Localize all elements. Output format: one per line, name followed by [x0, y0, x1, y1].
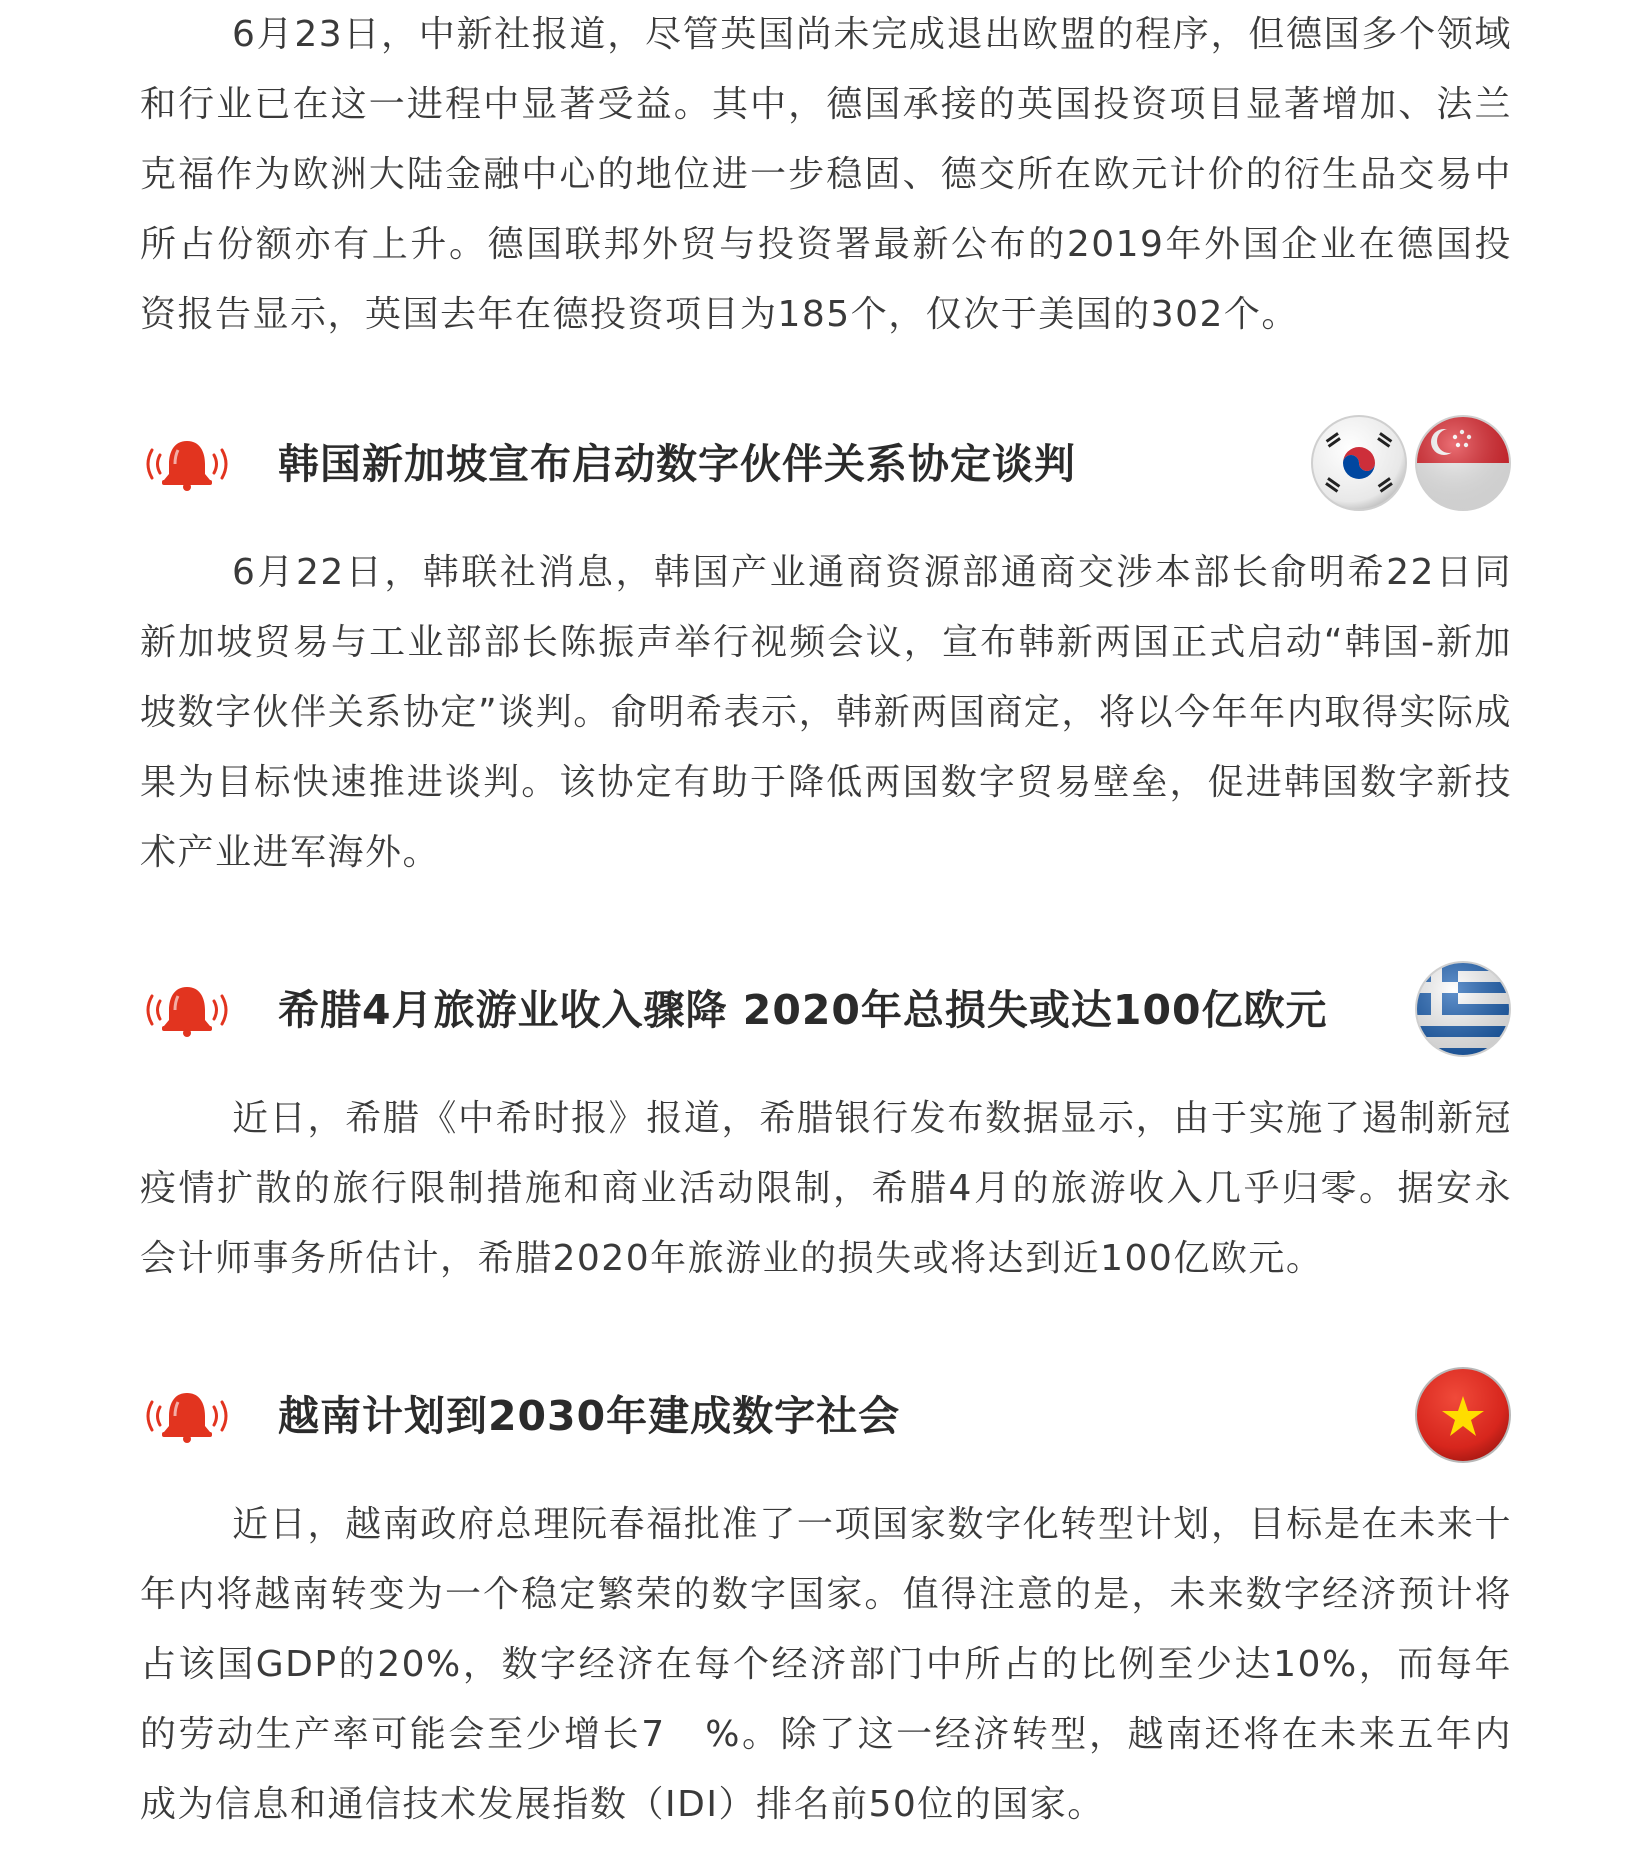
- section-paragraph-text: 近日，希腊《中希时报》报道，希腊银行发布数据显示，由于实施了遏制新冠疫情扩散的旅行限制措施和商业活动限制，希腊4月的旅游收入几乎归零。据安永会计师事务所估计，希腊2020年旅游业的损失或将达到近100亿欧元。: [140, 1098, 1512, 1279]
- section-paragraph-vietnam: [140, 1490, 1512, 1840]
- section-paragraph-greece: [140, 1084, 1512, 1294]
- alarm-bell-icon: [140, 436, 234, 492]
- section-paragraph-text: 6月22日，韩联社消息，韩国产业通商资源部通商交涉本部长俞明希22日同新加坡贸易与工业部部长陈振声举行视频会议，宣布韩新两国正式启动“韩国-新加坡数字伙伴关系协定”谈判。俞明希表示，韩新两国商定，将以今年年内取得实际成果为目标快速推进谈判。该协定有助于降低两国数字贸易壁垒，促进韩国数字新技术产业进军海外。: [140, 552, 1512, 873]
- south-korea-flag-icon: [1310, 414, 1408, 512]
- intro-paragraph-text: 6月23日，中新社报道，尽管英国尚未完成退出欧盟的程序，但德国多个领域和行业已在这一进程中显著受益。其中，德国承接的英国投资项目显著增加、法兰克福作为欧洲大陆金融中心的地位进一步稳固、德交所在欧元计价的衍生品交易中所占份额亦有上升。德国联邦外贸与投资署最新公布的2019年外国企业在德国投资报告显示，英国去年在德投资项目为185个，仅次于美国的302个。: [140, 14, 1512, 335]
- section-heading-korea-singapore: [140, 414, 1512, 514]
- intro-paragraph: [140, 0, 1512, 350]
- greece-flag-icon: [1414, 960, 1512, 1058]
- section-heading-greece: [140, 960, 1512, 1060]
- section-heading-vietnam: [140, 1366, 1512, 1466]
- singapore-flag-icon: [1414, 414, 1512, 512]
- section-title: 越南计划到2030年建成数字社会: [278, 1392, 901, 1440]
- section-title: 韩国新加坡宣布启动数字伙伴关系协定谈判: [278, 440, 1076, 488]
- alarm-bell-icon: [140, 1388, 234, 1444]
- alarm-bell-icon: [140, 982, 234, 1038]
- section-paragraph-text: 近日，越南政府总理阮春福批准了一项国家数字化转型计划，目标是在未来十年内将越南转变为一个稳定繁荣的数字国家。值得注意的是，未来数字经济预计将占该国GDP的20%，数字经济在每个经济部门中所占的比例至少达10%，而每年的劳动生产率可能会至少增长7 %。除了这一经济转型，越南还将在未来五年内成为信息和通信技术发展指数（IDI）排名前50位的国家。: [140, 1504, 1512, 1825]
- section-paragraph-korea-singapore: [140, 538, 1512, 888]
- section-title: 希腊4月旅游业收入骤降 2020年总损失或达100亿欧元: [278, 986, 1328, 1034]
- vietnam-flag-icon: [1414, 1366, 1512, 1464]
